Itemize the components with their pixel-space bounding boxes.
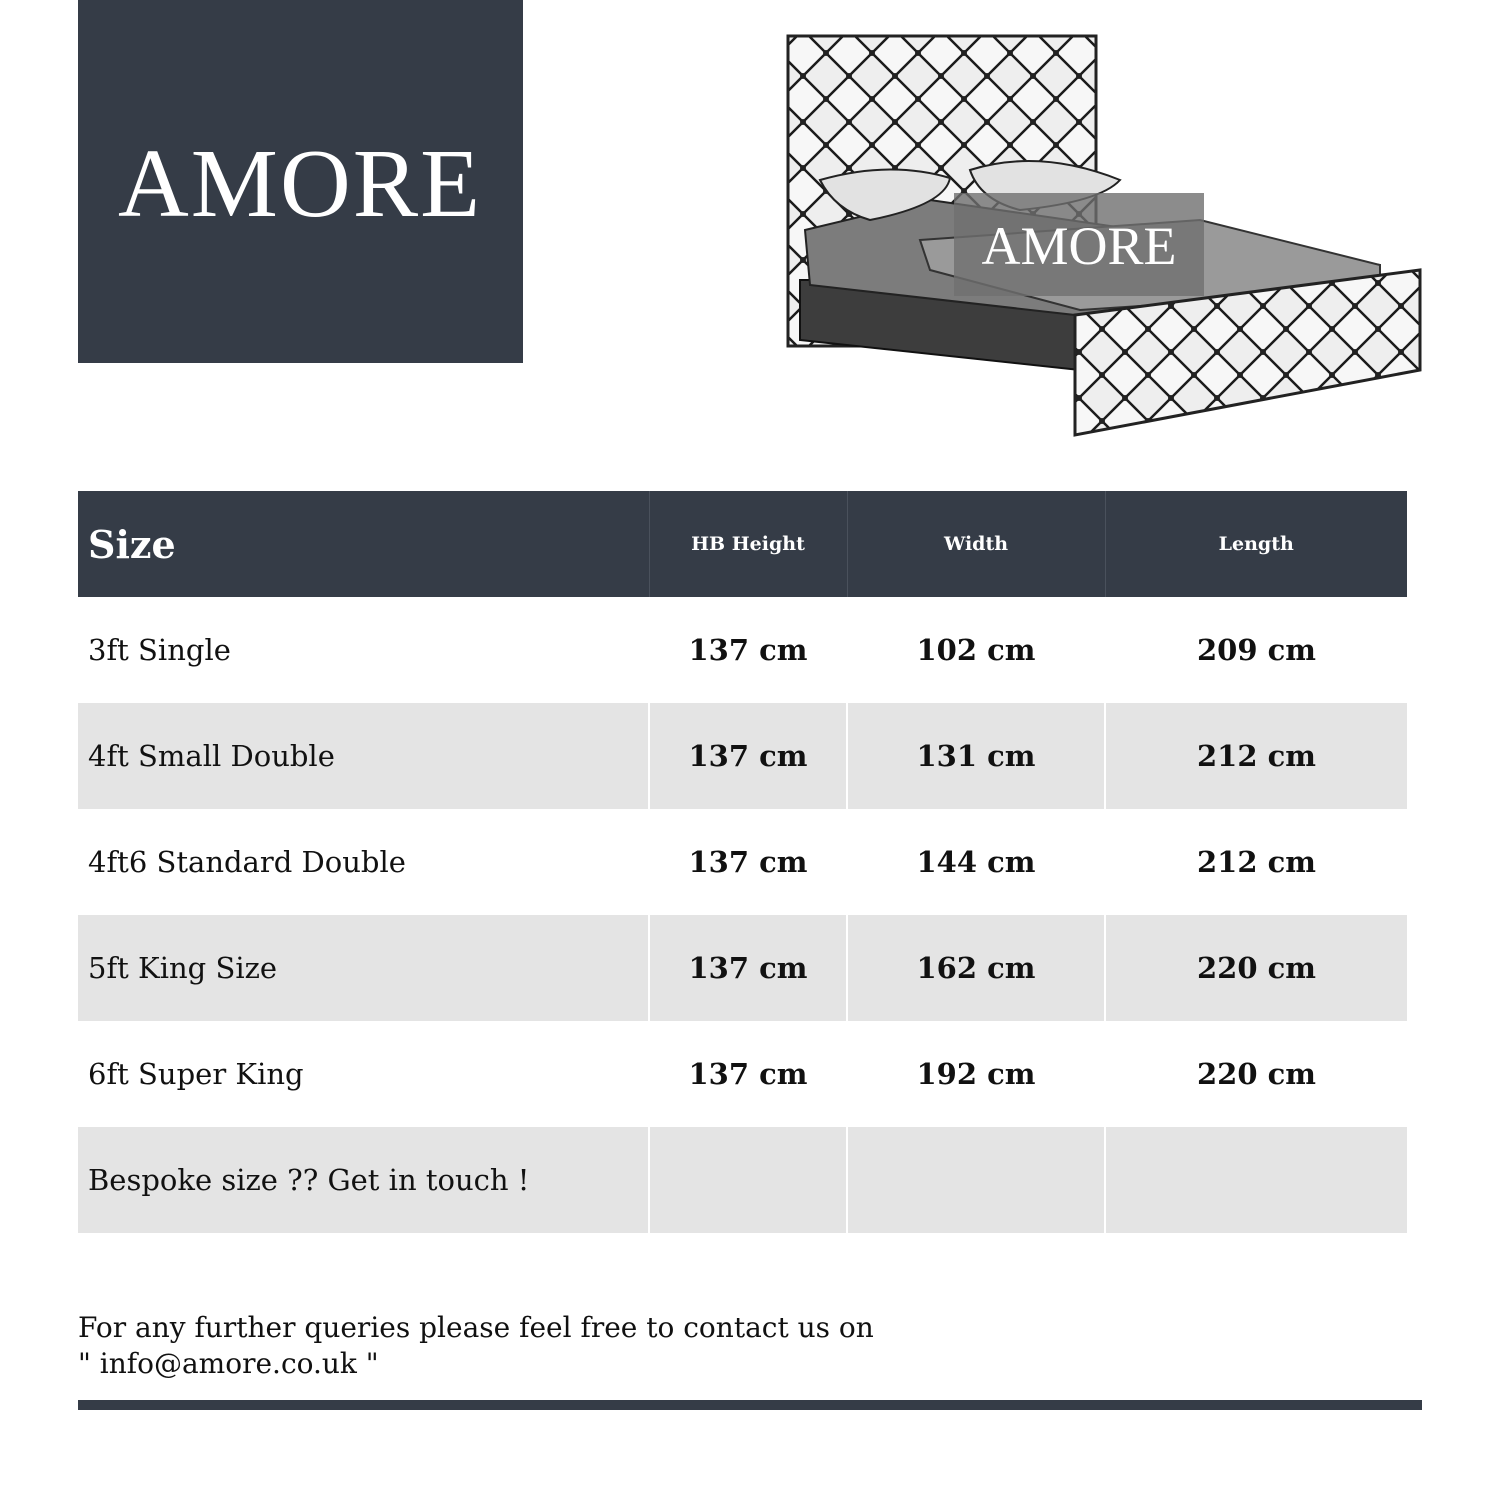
watermark-text: AMORE bbox=[981, 216, 1177, 276]
size-cell: 3ft Single bbox=[78, 597, 649, 703]
length-cell: 212 cm bbox=[1105, 703, 1407, 809]
hb-height-cell: 137 cm bbox=[649, 915, 847, 1021]
table-row bbox=[78, 809, 1407, 915]
table-row bbox=[78, 1021, 1407, 1127]
header-length: Length bbox=[1105, 491, 1407, 597]
hb-height-cell: 137 cm bbox=[649, 597, 847, 703]
length-cell: 212 cm bbox=[1197, 845, 1316, 879]
table-header-row bbox=[78, 491, 1407, 597]
header-hb-height: HB Height bbox=[649, 491, 847, 597]
width-cell: 102 cm bbox=[847, 597, 1105, 703]
logo-text: AMORE bbox=[118, 130, 482, 238]
bed-illustration bbox=[780, 30, 1440, 450]
hb-height-cell: 137 cm bbox=[649, 1021, 847, 1127]
length-cell: 220 cm bbox=[1197, 1057, 1316, 1091]
contact-email: " info@amore.co.uk " bbox=[78, 1347, 379, 1380]
size-cell: 5ft King Size bbox=[78, 915, 649, 1021]
width-cell: 162 cm bbox=[847, 915, 1105, 1021]
length-cell bbox=[1105, 1127, 1407, 1233]
table-row bbox=[78, 915, 1407, 1021]
size-cell: 4ft6 Standard Double bbox=[78, 809, 649, 915]
table-row bbox=[78, 1127, 1407, 1233]
width-cell bbox=[847, 1127, 1105, 1233]
hb-height-cell: 137 cm bbox=[649, 809, 847, 915]
header-width: Width bbox=[847, 491, 1105, 597]
table-row bbox=[78, 597, 1407, 703]
size-cell: 4ft Small Double bbox=[78, 703, 649, 809]
width-cell: 192 cm bbox=[847, 1021, 1105, 1127]
amore-logo bbox=[78, 0, 523, 363]
contact-line: For any further queries please feel free to contact us on bbox=[78, 1311, 874, 1344]
length-cell: 220 cm bbox=[1105, 915, 1407, 1021]
footer-divider bbox=[78, 1400, 1422, 1410]
hb-height-cell bbox=[649, 1127, 847, 1233]
header-size: Size bbox=[78, 491, 649, 597]
width-cell: 144 cm bbox=[847, 809, 1105, 915]
length-cell: 209 cm bbox=[1197, 633, 1316, 667]
size-cell: 6ft Super King bbox=[78, 1021, 649, 1127]
width-cell: 131 cm bbox=[847, 703, 1105, 809]
table-row bbox=[78, 703, 1407, 809]
brand-logo-panel bbox=[78, 0, 523, 363]
size-cell: Bespoke size ?? Get in touch ! bbox=[78, 1127, 649, 1233]
contact-note bbox=[78, 1310, 978, 1382]
hb-height-cell: 137 cm bbox=[649, 703, 847, 809]
size-table bbox=[78, 491, 1407, 1233]
